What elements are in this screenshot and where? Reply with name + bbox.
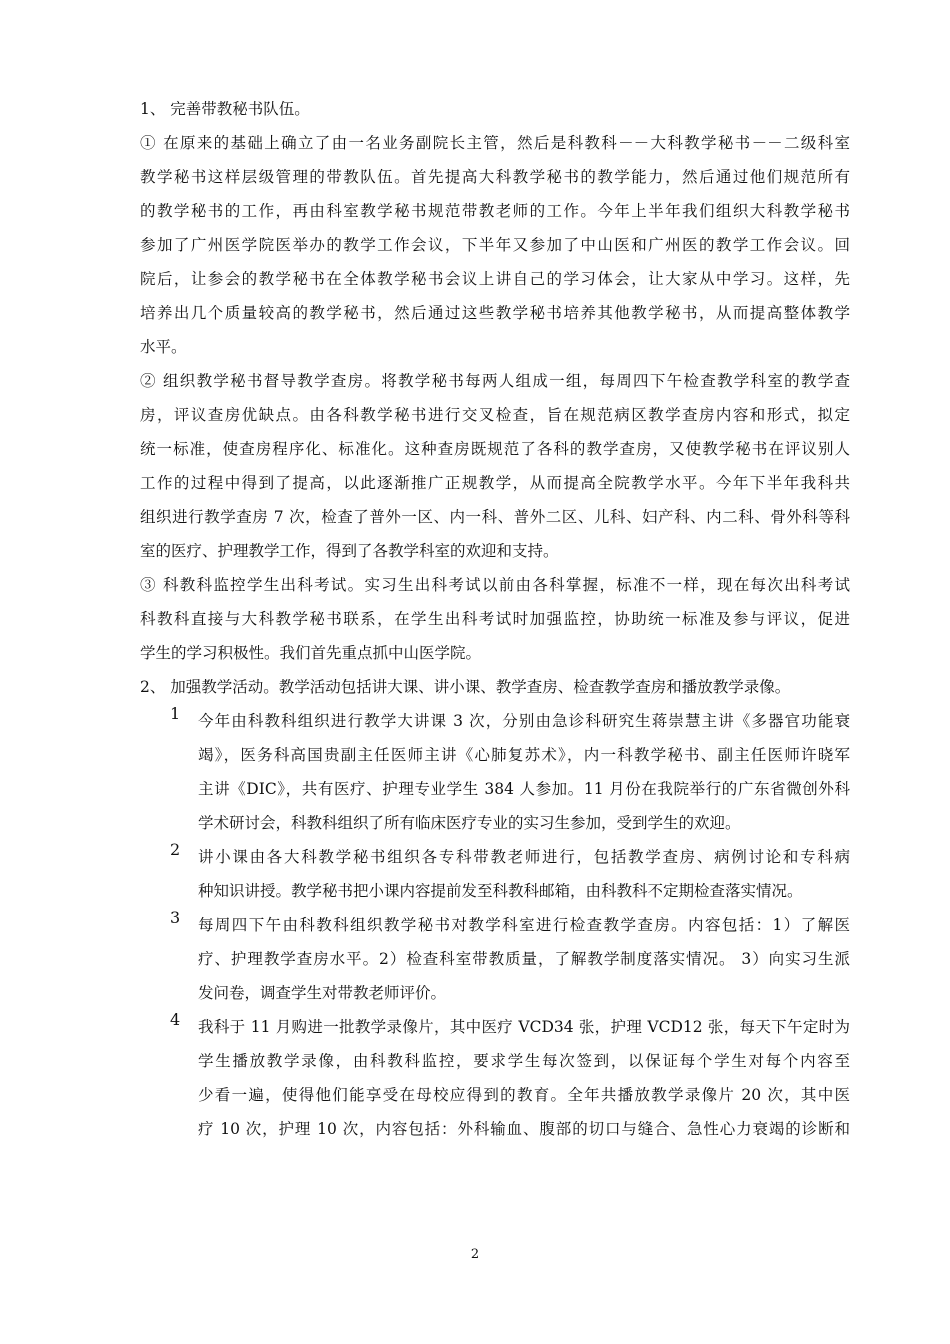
text-line: 的教学秘书的工作，再由科室教学秘书规范带教老师的工作。今年上半年我们组织大科教学秘书 xyxy=(140,202,850,220)
text-line: 学生播放教学录像，由科教科监控，要求学生每次签到，以保证每个学生对每个内容至 xyxy=(198,1052,850,1070)
text-line: 我科于 11 月购进一批教学录像片，其中医疗 VCD34 张，护理 VCD12 张，每天下午定时为 xyxy=(198,1018,850,1036)
text-line: 少看一遍，使得他们能享受在母校应得到的教育。全年共播放教学录像片 20 次，其中医 xyxy=(198,1086,850,1104)
text-line: 学生的学习积极性。我们首先重点抓中山医学院。 xyxy=(140,644,482,662)
text-line: 组织进行教学查房 7 次，检查了普外一区、内一科、普外二区、儿科、妇产科、内二科、骨外科等科 xyxy=(140,508,850,526)
text-line: 水平。 xyxy=(140,338,187,356)
text-line: 种知识讲授。教学秘书把小课内容提前发至科教科邮箱，由科教科不定期检查落实情况。 xyxy=(198,882,803,900)
text-line: 疗、护理教学查房水平。2）检查科室带教质量，了解教学制度落实情况。 3）向实习生派 xyxy=(198,950,850,968)
list-item-number: 1 xyxy=(170,704,181,723)
text-line: 竭》，医务科高国贵副主任医师主讲《心肺复苏术》，内一科教学秘书、副主任医师许晓军 xyxy=(198,746,850,764)
text-line: ③ 科教科监控学生出科考试。实习生出科考试以前由各科掌握，标准不一样，现在每次出科考试 xyxy=(140,576,850,594)
text-line: 院后，让参会的教学秘书在全体教学秘书会议上讲自己的学习体会，让大家从中学习。这样，先 xyxy=(140,270,850,288)
paragraph-exam-monitoring xyxy=(140,568,850,670)
text-line: 主讲《DIC》，共有医疗、护理专业学生 384 人参加。11 月份在我院举行的广东省微创外科 xyxy=(198,780,850,798)
text-line: ① 在原来的基础上确立了由一名业务副院长主管，然后是科教科－－大科教学秘书－－二级科室 xyxy=(140,134,850,152)
list-item-video xyxy=(140,1010,850,1146)
text-line: 统一标准，使查房程序化、标准化。这种查房既规范了各科的教学查房，又使教学秘书在评议别人 xyxy=(140,440,850,458)
text-line: 学术研讨会，科教科组织了所有临床医疗专业的实习生参加，受到学生的欢迎。 xyxy=(198,814,741,832)
text-line: 室的医疗、护理教学工作，得到了各教学科室的欢迎和支持。 xyxy=(140,542,559,560)
document-body xyxy=(140,92,850,1146)
text-line: 今年由科教科组织进行教学大讲课 3 次，分别由急诊科研究生蒋崇慧主讲《多器官功能衰 xyxy=(198,712,850,730)
section-heading-1: 1、 完善带教秘书队伍。 xyxy=(140,100,310,118)
list-item-number: 2 xyxy=(170,840,181,859)
paragraph-ward-rounds xyxy=(140,364,850,568)
list-item-number: 3 xyxy=(170,908,181,927)
text-line: 工作的过程中得到了提高，以此逐渐推广正规教学，从而提高全院教学水平。今年下半年我科共 xyxy=(140,474,850,492)
list-item-number: 4 xyxy=(170,1010,181,1029)
text-line: 发问卷，调查学生对带教老师评价。 xyxy=(198,984,447,1002)
paragraph-team-structure xyxy=(140,126,850,364)
text-line: 疗 10 次，护理 10 次，内容包括：外科输血、腹部的切口与缝合、急性心力衰竭的诊断和 xyxy=(198,1120,850,1138)
text-line: 讲小课由各大科教学秘书组织各专科带教老师进行，包括教学查房、病例讨论和专科病 xyxy=(198,848,850,866)
list-item-lectures xyxy=(140,704,850,840)
text-line: 培养出几个质量较高的教学秘书，然后通过这些教学秘书培养其他教学秘书，从而提高整体教学 xyxy=(140,304,850,322)
text-line: 每周四下午由科教科组织教学秘书对教学科室进行检查教学查房。内容包括：1）了解医 xyxy=(198,916,850,934)
text-line: 科教科直接与大科教学秘书联系，在学生出科考试时加强监控，协助统一标准及参与评议，促进 xyxy=(140,610,850,628)
list-item-inspection xyxy=(140,908,850,1010)
text-line: 房，评议查房优缺点。由各科教学秘书进行交叉检查，旨在规范病区教学查房内容和形式，拟定 xyxy=(140,406,850,424)
text-line: 参加了广州医学院医举办的教学工作会议，下半年又参加了中山医和广州医的教学工作会议。回 xyxy=(140,236,850,254)
page-number: 2 xyxy=(470,1247,480,1262)
section-heading-2: 2、 加强教学活动。教学活动包括讲大课、讲小课、教学查房、检查教学查房和播放教学录像。 xyxy=(140,678,791,696)
text-line: 教学秘书这样层级管理的带教队伍。首先提高大科教学秘书的教学能力，然后通过他们规范所有 xyxy=(140,168,850,186)
list-item-small-classes xyxy=(140,840,850,908)
text-line: ② 组织教学秘书督导教学查房。将教学秘书每两人组成一组，每周四下午检查教学科室的教学查 xyxy=(140,372,850,390)
